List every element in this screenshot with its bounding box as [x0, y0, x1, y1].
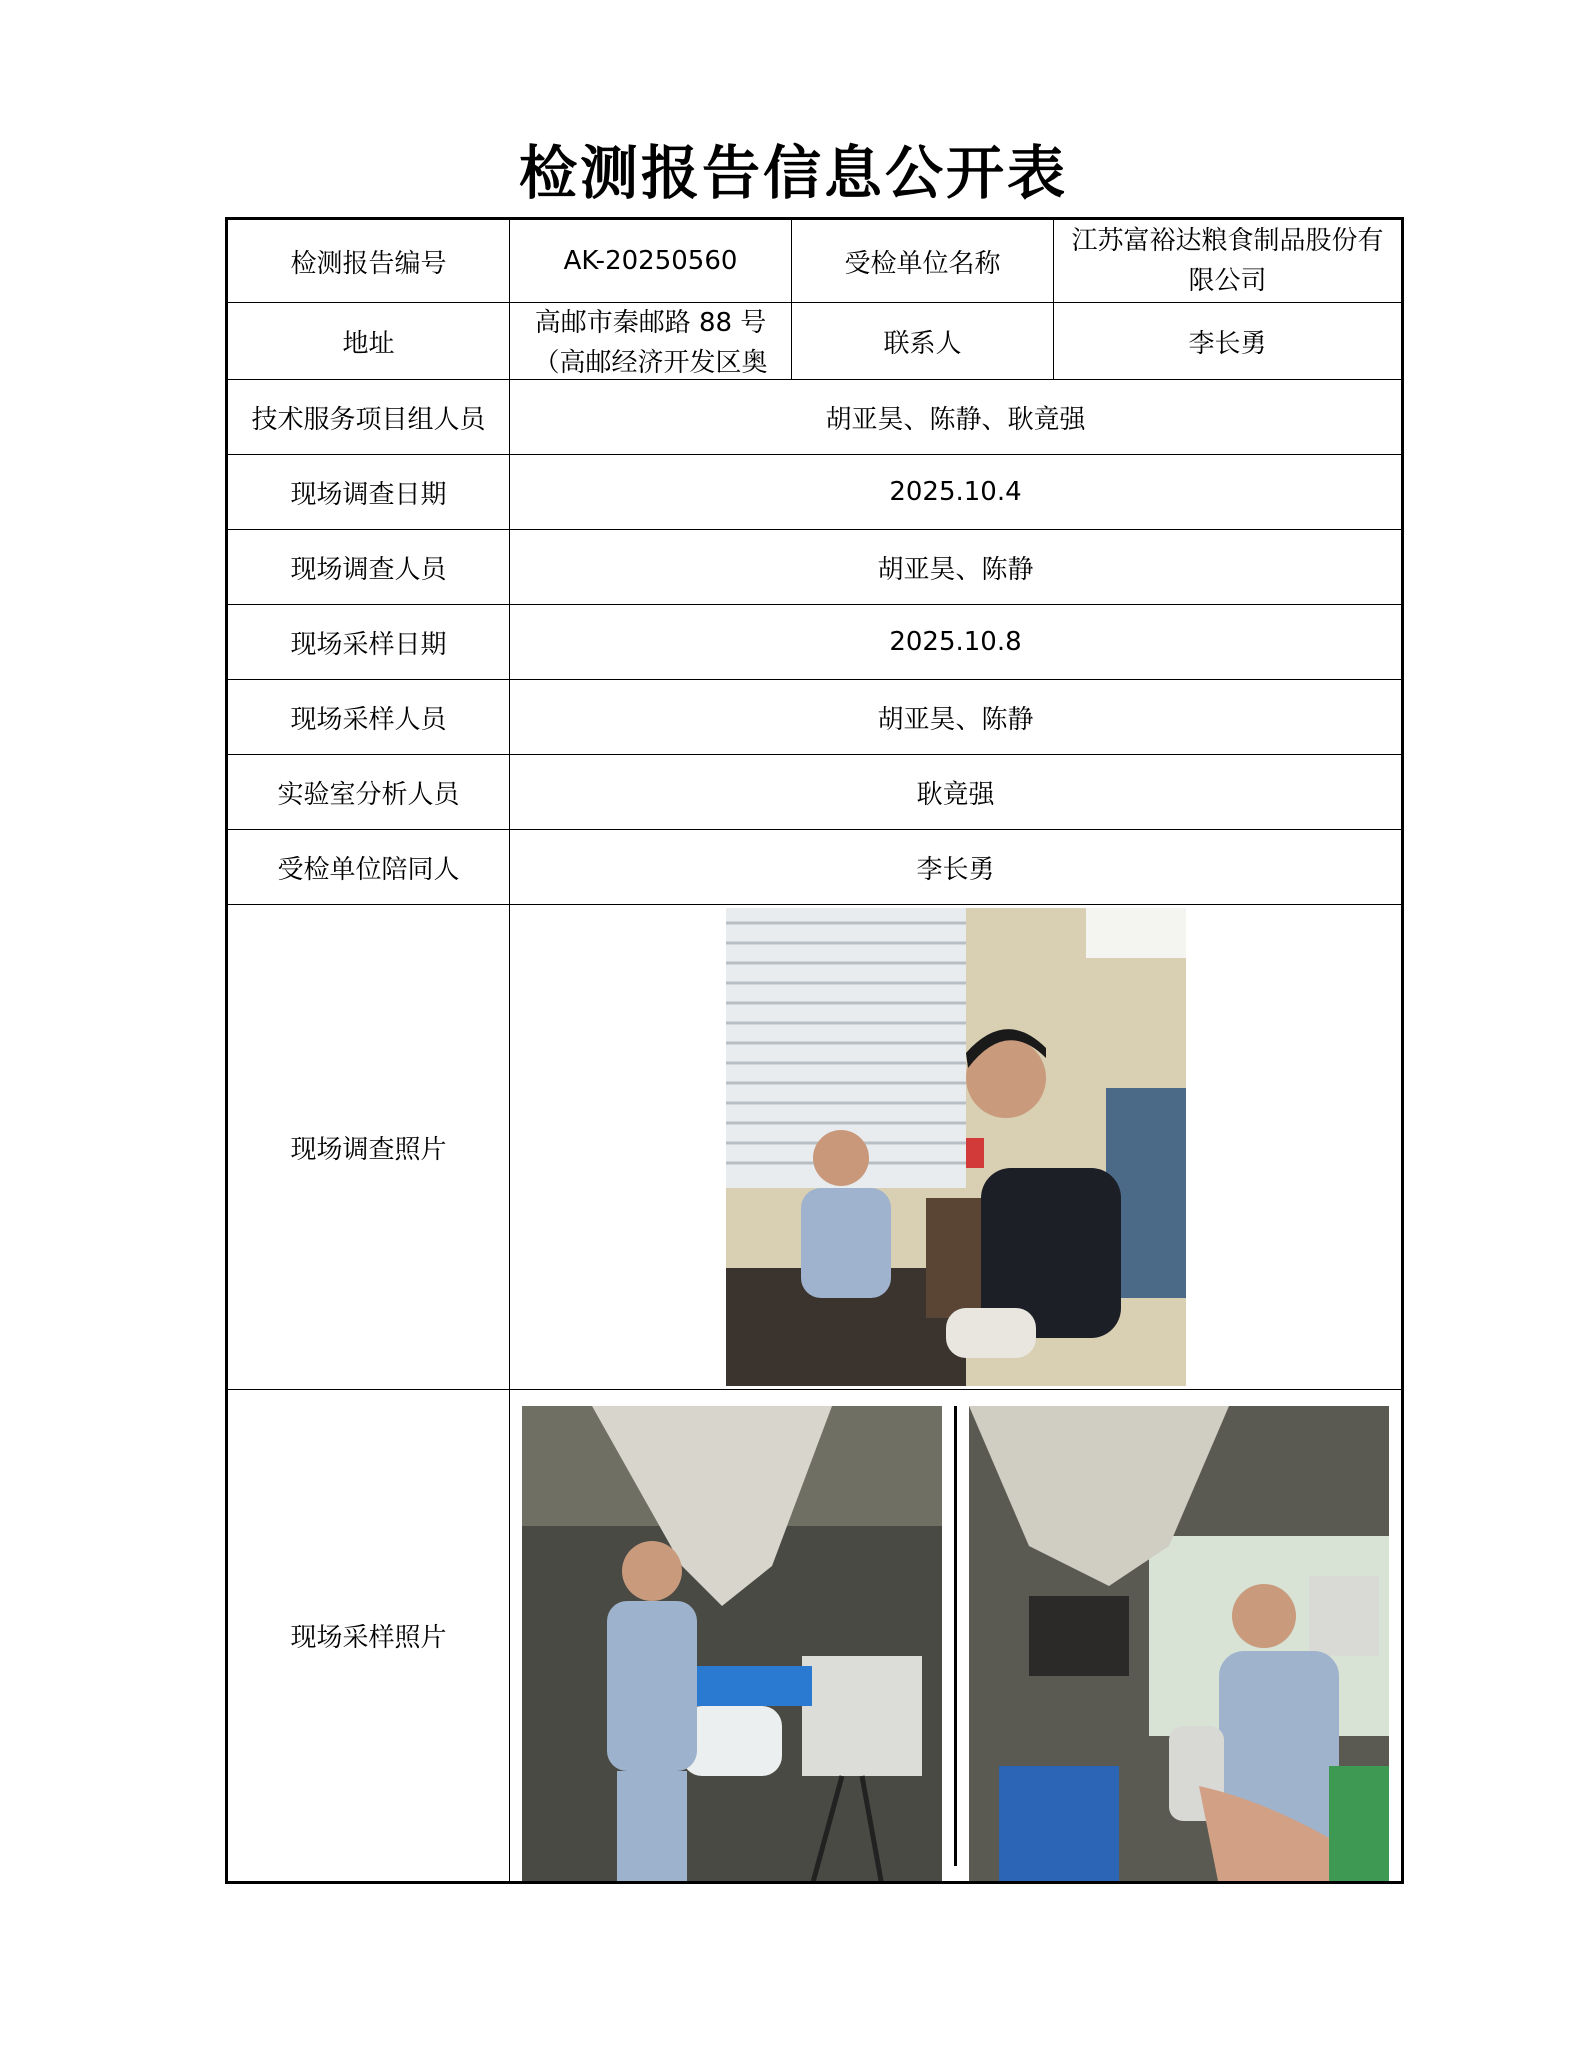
sampling-photo-right	[969, 1406, 1389, 1883]
table-row	[227, 830, 1403, 905]
survey-photo	[726, 908, 1186, 1386]
table-row	[227, 219, 1403, 303]
escort-label: 受检单位陪同人	[227, 830, 510, 905]
table-row	[227, 455, 1403, 530]
lab-staff-value: 耿竟强	[510, 755, 1403, 830]
photo-divider	[954, 1406, 957, 1866]
unit-name-value: 江苏富裕达粮食制品股份有限公司	[1054, 219, 1403, 303]
survey-date-value: 2025.10.4	[510, 455, 1403, 530]
survey-photo-label: 现场调查照片	[227, 905, 510, 1390]
address-value	[510, 303, 792, 380]
contact-label: 联系人	[792, 303, 1054, 380]
survey-photo-image	[726, 908, 1186, 1386]
lab-staff-label: 实验室分析人员	[227, 755, 510, 830]
survey-date-label: 现场调查日期	[227, 455, 510, 530]
survey-photo-cell	[510, 905, 1403, 1390]
table-row	[227, 530, 1403, 605]
report-no-label: 检测报告编号	[227, 219, 510, 303]
sampling-photos	[510, 1396, 1401, 1876]
team-value: 胡亚昊、陈静、耿竟强	[510, 380, 1403, 455]
table-row	[227, 1390, 1403, 1883]
survey-staff-value: 胡亚昊、陈静	[510, 530, 1403, 605]
survey-staff-label: 现场调查人员	[227, 530, 510, 605]
sampling-staff-value: 胡亚昊、陈静	[510, 680, 1403, 755]
table-row	[227, 680, 1403, 755]
sampling-date-value: 2025.10.8	[510, 605, 1403, 680]
page-title: 检测报告信息公开表	[518, 139, 1068, 207]
sampling-photo-left	[522, 1406, 942, 1883]
table-row	[227, 755, 1403, 830]
sampling-photo-right-image	[969, 1406, 1389, 1883]
unit-name-label: 受检单位名称	[792, 219, 1054, 303]
table-row	[227, 303, 1403, 380]
sampling-photo-label: 现场采样照片	[227, 1390, 510, 1883]
escort-value: 李长勇	[510, 830, 1403, 905]
table-row	[227, 605, 1403, 680]
sampling-date-label: 现场采样日期	[227, 605, 510, 680]
team-label: 技术服务项目组人员	[227, 380, 510, 455]
report-no-value: AK-20250560	[510, 219, 792, 303]
address-text: 高邮市秦邮路 88 号（高邮经济开发区奥	[533, 308, 768, 378]
sampling-photo-cell	[510, 1390, 1403, 1883]
contact-value: 李长勇	[1054, 303, 1403, 380]
address-label: 地址	[227, 303, 510, 380]
table-row	[227, 905, 1403, 1390]
sampling-staff-label: 现场采样人员	[227, 680, 510, 755]
table-row	[227, 380, 1403, 455]
sampling-photo-left-image	[522, 1406, 942, 1883]
report-table	[225, 217, 1404, 1884]
